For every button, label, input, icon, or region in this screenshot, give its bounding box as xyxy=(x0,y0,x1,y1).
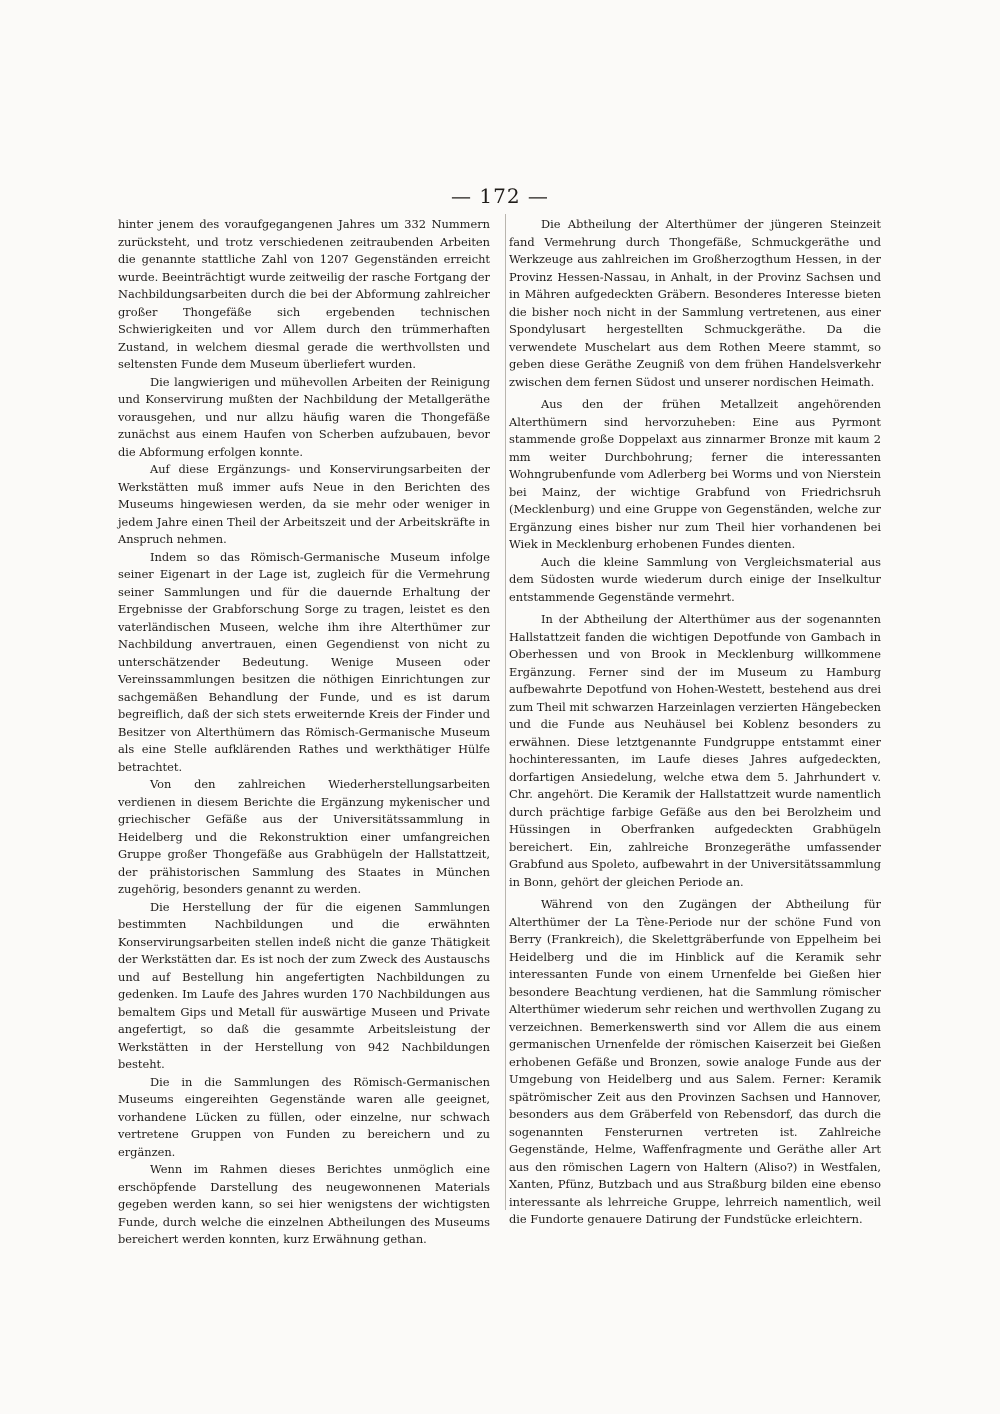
paragraph: Während von den Zugängen der Abtheilung für Alterthümer der La Tène-Periode nur der schöne Fund von Berry (Frankreich), die Skelettgräberfunde von Eppelheim bei Heidelberg und die im Hinblick auf die Keramik sehr interessanten Funde von einem Urnenfelde bei Gießen hier besondere Beachtung verdienen, hat die Sammlung römischer Alterthümer wiederum sehr reichen und werthvollen Zugang zu verzeichnen. Bemerkenswerth sind vor Allem die aus einem germanischen Urnenfelde der römischen Kaiserzeit bei Gießen erhobenen Gefäße und Bronzen, sowie analoge Funde aus der Umgebung von Heidelberg und aus Salem. Ferner: Keramik spätrömischer Zeit aus den Provinzen Sachsen und Hannover, besonders aus dem Gräberfeld von Rebensdorf, das durch die sogenannten Fensterurnen vertreten ist. Zahlreiche Gegenstände, Helme, Waffenfragmente und Geräthe aller Art aus den römischen Lagern von Haltern (Aliso?) in Westfalen, Xanten, Pfünz, Butzbach und aus Straßburg bilden eine ebenso interessante als lehrreiche Gruppe, lehrreich namentlich, weil die Fundorte genauere Datirung der Fundstücke erleichtern. xyxy=(509,897,881,1226)
paragraph: Auch die kleine Sammlung von Vergleichsmaterial aus dem Südosten wurde wiederum durch einige der Inselkultur entstammende Gegenstände vermehrt. xyxy=(509,554,881,604)
column-divider xyxy=(505,214,506,1210)
paragraph: hinter jenem des voraufgegangenen Jahres um 332 Nummern zurücksteht, und trotz verschiedenen zeitraubenden Arbeiten die genannte stattliche Zahl von 1207 Gegenständen erreicht wurde. Beeinträchtigt wurde zeitweilig der rasche Fortgang der Nachbildungsarbeiten durch die bei der Abformung zahlreicher großer Thongefäße sich ergebenden technischen Schwierigkeiten und vor Allem durch den trümmerhaften Zustand, in welchem diesmal gerade die werthvollsten und seltensten Funde dem Museum überliefert wurden. xyxy=(118,217,490,371)
paragraph: In der Abtheilung der Alterthümer aus der sogenannten Hallstattzeit fanden die wichtigen Depotfunde von Gambach in Oberhessen und von Brook in Mecklenburg willkommene Ergänzung. Ferner sind der im Museum zu Hamburg aufbewahrte Depotfund von Hohen-Westett, bestehend aus drei zum Theil mit schwarzen Harzeinlagen verzierten Hängebecken und die Funde aus Neuhäusel bei Koblenz besonders zu erwähnen. Diese letztgenannte Fundgruppe entstammt einer hochinteressanten, im Laufe dieses Jahres aufgedeckten, dorfartigen Ansiedelung, welche etwa dem 5. Jahrhundert v. Chr. angehört. Die Keramik der Hallstattzeit wurde namentlich durch prächtige farbige Gefäße aus den bei Berolzheim und Hüssingen in Oberfranken aufgedeckten Grabhügeln bereichert. Ein, zahlreiche Bronzegeräthe umfassender Grabfund aus Spoleto, aufbewahrt in der Universitätssammlung in Bonn, gehört der gleichen Periode an. xyxy=(509,612,881,889)
right-column xyxy=(509,216,881,1229)
paragraph: Indem so das Römisch-Germanische Museum infolge seiner Eigenart in der Lage ist, zugleich für die Vermehrung seiner Sammlungen und für die dauernde Erhaltung der Ergebnisse der Grabforschung Sorge zu tragen, leistet es den vaterländischen Museen, welche ihm ihre Alterthümer zur Nachbildung anvertrauen, einen Gegendienst von nicht zu unterschätzender Bedeutung. Wenige Museen oder Vereinssammlungen besitzen die nöthigen Einrichtungen zur sachgemäßen Behandlung der Funde, und es ist darum begreiflich, daß der sich stets erweiternde Kreis der Finder und Besitzer von Alterthümern das Römisch-Germanische Museum als eine Stelle aufklärenden Rathes und werkthätiger Hülfe betrachtet. xyxy=(118,549,490,774)
paragraph: Auf diese Ergänzungs- und Konservirungsarbeiten der Werkstätten muß immer aufs Neue in den Berichten des Museums hingewiesen werden, da sie mehr oder weniger in jedem Jahre einen Theil der Arbeitszeit und der Arbeitskräfte in Anspruch nehmen. xyxy=(118,462,490,546)
left-column xyxy=(118,216,490,1249)
paragraph: Die Herstellung der für die eigenen Sammlungen bestimmten Nachbildungen und die erwähnten Konservirungsarbeiten stellen indeß nicht die ganze Thätigkeit der Werkstätten dar. Es ist noch der zum Zweck des Austauschs und auf Bestellung hin angefertigten Nachbildungen zu gedenken. Im Laufe des Jahres wurden 170 Nachbildungen aus bemaltem Gips und Metall für auswärtige Museen und Private angefertigt, so daß die gesammte Arbeitsleistung der Werkstätten in der Herstellung von 942 Nachbildungen besteht. xyxy=(118,899,490,1071)
page-number: — 172 — xyxy=(451,184,549,208)
paragraph: Aus den der frühen Metallzeit angehörenden Alterthümern sind hervorzuheben: Eine aus Pyrmont stammende große Doppelaxt aus zinnarmer Bronze mit kaum 2 mm weiter Durchbohrung; ferner die interessanten Wohngrubenfunde vom Adlerberg bei Worms und von Nierstein bei Mainz, der wichtige Grabfund von Friedrichsruh (Mecklenburg) und eine Gruppe von Gegenständen, welche zur Ergänzung eines bisher nur zum Theil hier vorhandenen bei Wiek in Mecklenburg erhobenen Fundes dienten. xyxy=(509,397,881,551)
paragraph: Die Abtheilung der Alterthümer der jüngeren Steinzeit fand Vermehrung durch Thongefäße, Schmuckgeräthe und Werkzeuge aus zahlreichen im Großherzogthum Hessen, in der Provinz Hessen-Nassau, in Anhalt, in der Provinz Sachsen und in Mähren aufgedeckten Gräbern. Besonderes Interesse bieten die bisher noch nicht in der Sammlung vertretenen, aus einer Spondylusart hergestellten Schmuckgeräthe. Da die verwendete Muschelart aus dem Rothen Meere stammt, so geben diese Geräthe Zeugniß von dem frühen Handelsverkehr zwischen dem fernen Südost und unserer nordischen Heimath. xyxy=(509,217,881,389)
paragraph: Die langwierigen und mühevollen Arbeiten der Reinigung und Konservirung mußten der Nachbildung der Metallgeräthe vorausgehen, und nur allzu häufig waren die Thongefäße zunächst aus einem Haufen von Scherben aufzubauen, bevor die Abformung erfolgen konnte. xyxy=(118,374,490,459)
paragraph: Von den zahlreichen Wiederherstellungsarbeiten verdienen in diesem Berichte die Ergänzung mykenischer und griechischer Gefäße aus der Universitätssammlung in Heidelberg und die Rekonstruktion einer umfangreichen Gruppe großer Thongefäße aus Grabhügeln der Hallstattzeit, der prähistorischen Sammlung des Staates in München zugehörig, besonders genannt zu werden. xyxy=(118,777,490,896)
paragraph: Wenn im Rahmen dieses Berichtes unmöglich eine erschöpfende Darstellung des neugewonnenen Materials gegeben werden kann, so sei hier wenigstens der wichtigsten Funde, durch welche die einzelnen Abtheilungen des Museums bereichert werden konnten, kurz Erwähnung gethan. xyxy=(118,1162,490,1246)
paragraph: Die in die Sammlungen des Römisch-Germanischen Museums eingereihten Gegenstände waren alle geeignet, vorhandene Lücken zu füllen, oder einzelne, nur schwach vertretene Gruppen von Funden zu bereichern und zu ergänzen. xyxy=(118,1074,490,1159)
